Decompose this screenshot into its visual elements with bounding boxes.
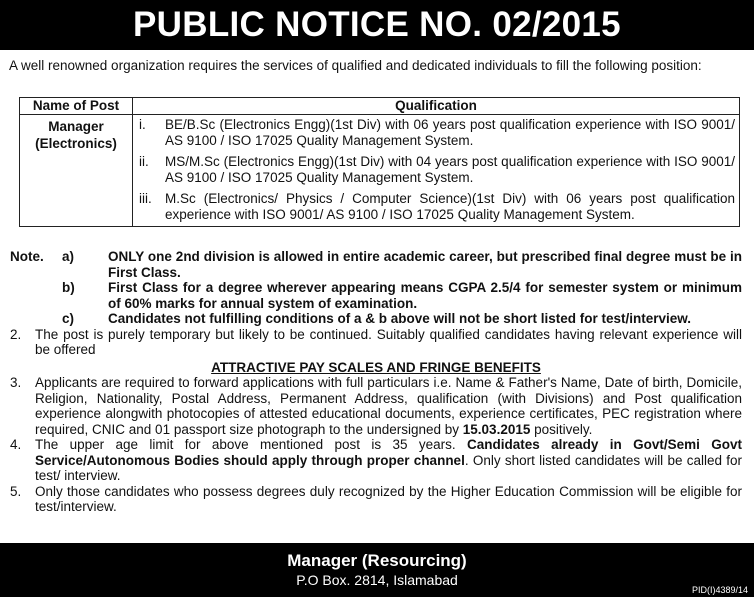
post-name-line1: Manager <box>48 119 104 134</box>
note-text: Candidates not fulfilling conditions of a & b above will not be short listed for test/interview. <box>108 311 692 326</box>
contact-name: Manager (Resourcing) <box>287 551 467 570</box>
benefits-heading: ATTRACTIVE PAY SCALES AND FRINGE BENEFITS <box>211 359 541 375</box>
note-letter: a) <box>62 249 75 264</box>
pid-code: PID(I)4389/14 <box>691 585 748 595</box>
paragraph-text: The post is purely temporary but likely to be continued. Suitably qualified candidates having relevant experience will be offered <box>35 326 742 357</box>
paragraph-number: 3. <box>10 375 22 390</box>
note-text: ONLY one 2nd division is allowed in entire academic career, but prescribed final degree must be in First Class. <box>108 249 742 280</box>
paragraph-3 <box>10 375 742 437</box>
table-row <box>20 115 740 227</box>
footer-bar <box>0 543 754 597</box>
col-header-post: Name of Post <box>20 98 133 115</box>
qualification-list <box>133 115 740 227</box>
paragraph-bold: Candidates already in Govt/Semi Govt Service/Autonomous Bodies should apply through proper channel <box>35 437 742 468</box>
paragraph-text <box>35 437 742 484</box>
notice-title: PUBLIC NOTICE NO. 02/2015 <box>0 0 754 50</box>
note-letter: c) <box>62 311 75 326</box>
table-header-row <box>20 98 740 115</box>
qualification-text: MS/M.Sc (Electronics Engg)(1st Div) with 04 years post qualification experience with ISO 9001/ AS 9100 / ISO 17025 Quality Management System. <box>165 154 735 185</box>
note-label: Note. <box>10 249 44 264</box>
paragraph-tail: positively. <box>530 421 593 437</box>
qualification-table <box>19 97 740 227</box>
paragraph-number: 2. <box>10 326 22 342</box>
intro-text: A well renowned organization requires the services of qualified and dedicated individuals to fill the following position: <box>9 58 702 73</box>
paragraph-2 <box>10 327 742 358</box>
contact-address: P.O Box. 2814, Islamabad <box>296 572 458 588</box>
deadline-date: 15.03.2015 <box>462 421 531 437</box>
qualification-number: i. <box>139 117 146 132</box>
post-name <box>20 115 133 227</box>
paragraph-4 <box>10 437 742 484</box>
notes-section <box>10 249 742 515</box>
qualification-number: ii. <box>139 154 149 169</box>
qualification-text: BE/B.Sc (Electronics Engg)(1st Div) with 06 years post qualification experience with ISO 9001/ AS 9100 / ISO 17025 Quality Management System. <box>165 117 735 148</box>
note-item <box>10 280 742 311</box>
paragraph-body: The upper age limit for above mentioned post is 35 years. <box>35 437 467 452</box>
qualification-number: iii. <box>139 191 152 206</box>
note-item <box>10 311 742 327</box>
paragraph-tail: . Only short listed candidates will be called for test/ interview. <box>35 452 742 483</box>
paragraph-text <box>35 375 742 437</box>
paragraph-number: 4. <box>10 437 22 452</box>
paragraph-5 <box>10 484 742 515</box>
note-item <box>10 249 742 280</box>
note-letter: b) <box>62 280 75 295</box>
qualification-item <box>139 117 735 148</box>
post-name-line2: (Electronics) <box>35 136 117 151</box>
col-header-qualification: Qualification <box>133 98 740 115</box>
qualification-item <box>139 191 735 222</box>
paragraph-body: Applicants are required to forward applications with full particulars i.e. Name & Father's Name, Date of birth, Domicile, Religion, Nationality, Postal Address, Permanent Address, qualification (with Divisions) and Post qualification experience alongwith photocopies of attested educational documents, experience certificates, PEC registration where required, CNIC and 01 passport size photograph to the undersigned by <box>35 375 742 437</box>
qualification-text: M.Sc (Electronics/ Physics / Computer Science)(1st Div) with 06 years post qualification experience with ISO 9001/ AS 9100 / ISO 17025 Quality Management System. <box>165 191 735 222</box>
note-text: First Class for a degree wherever appearing means CGPA 2.5/4 for semester system or minimum of 60% marks for annual system of examination. <box>108 280 742 311</box>
paragraph-text: Only those candidates who possess degrees duly recognized by the Higher Education Commission will be eligible for test/interview. <box>35 483 742 514</box>
paragraph-number: 5. <box>10 483 22 499</box>
qualification-item <box>139 154 735 185</box>
